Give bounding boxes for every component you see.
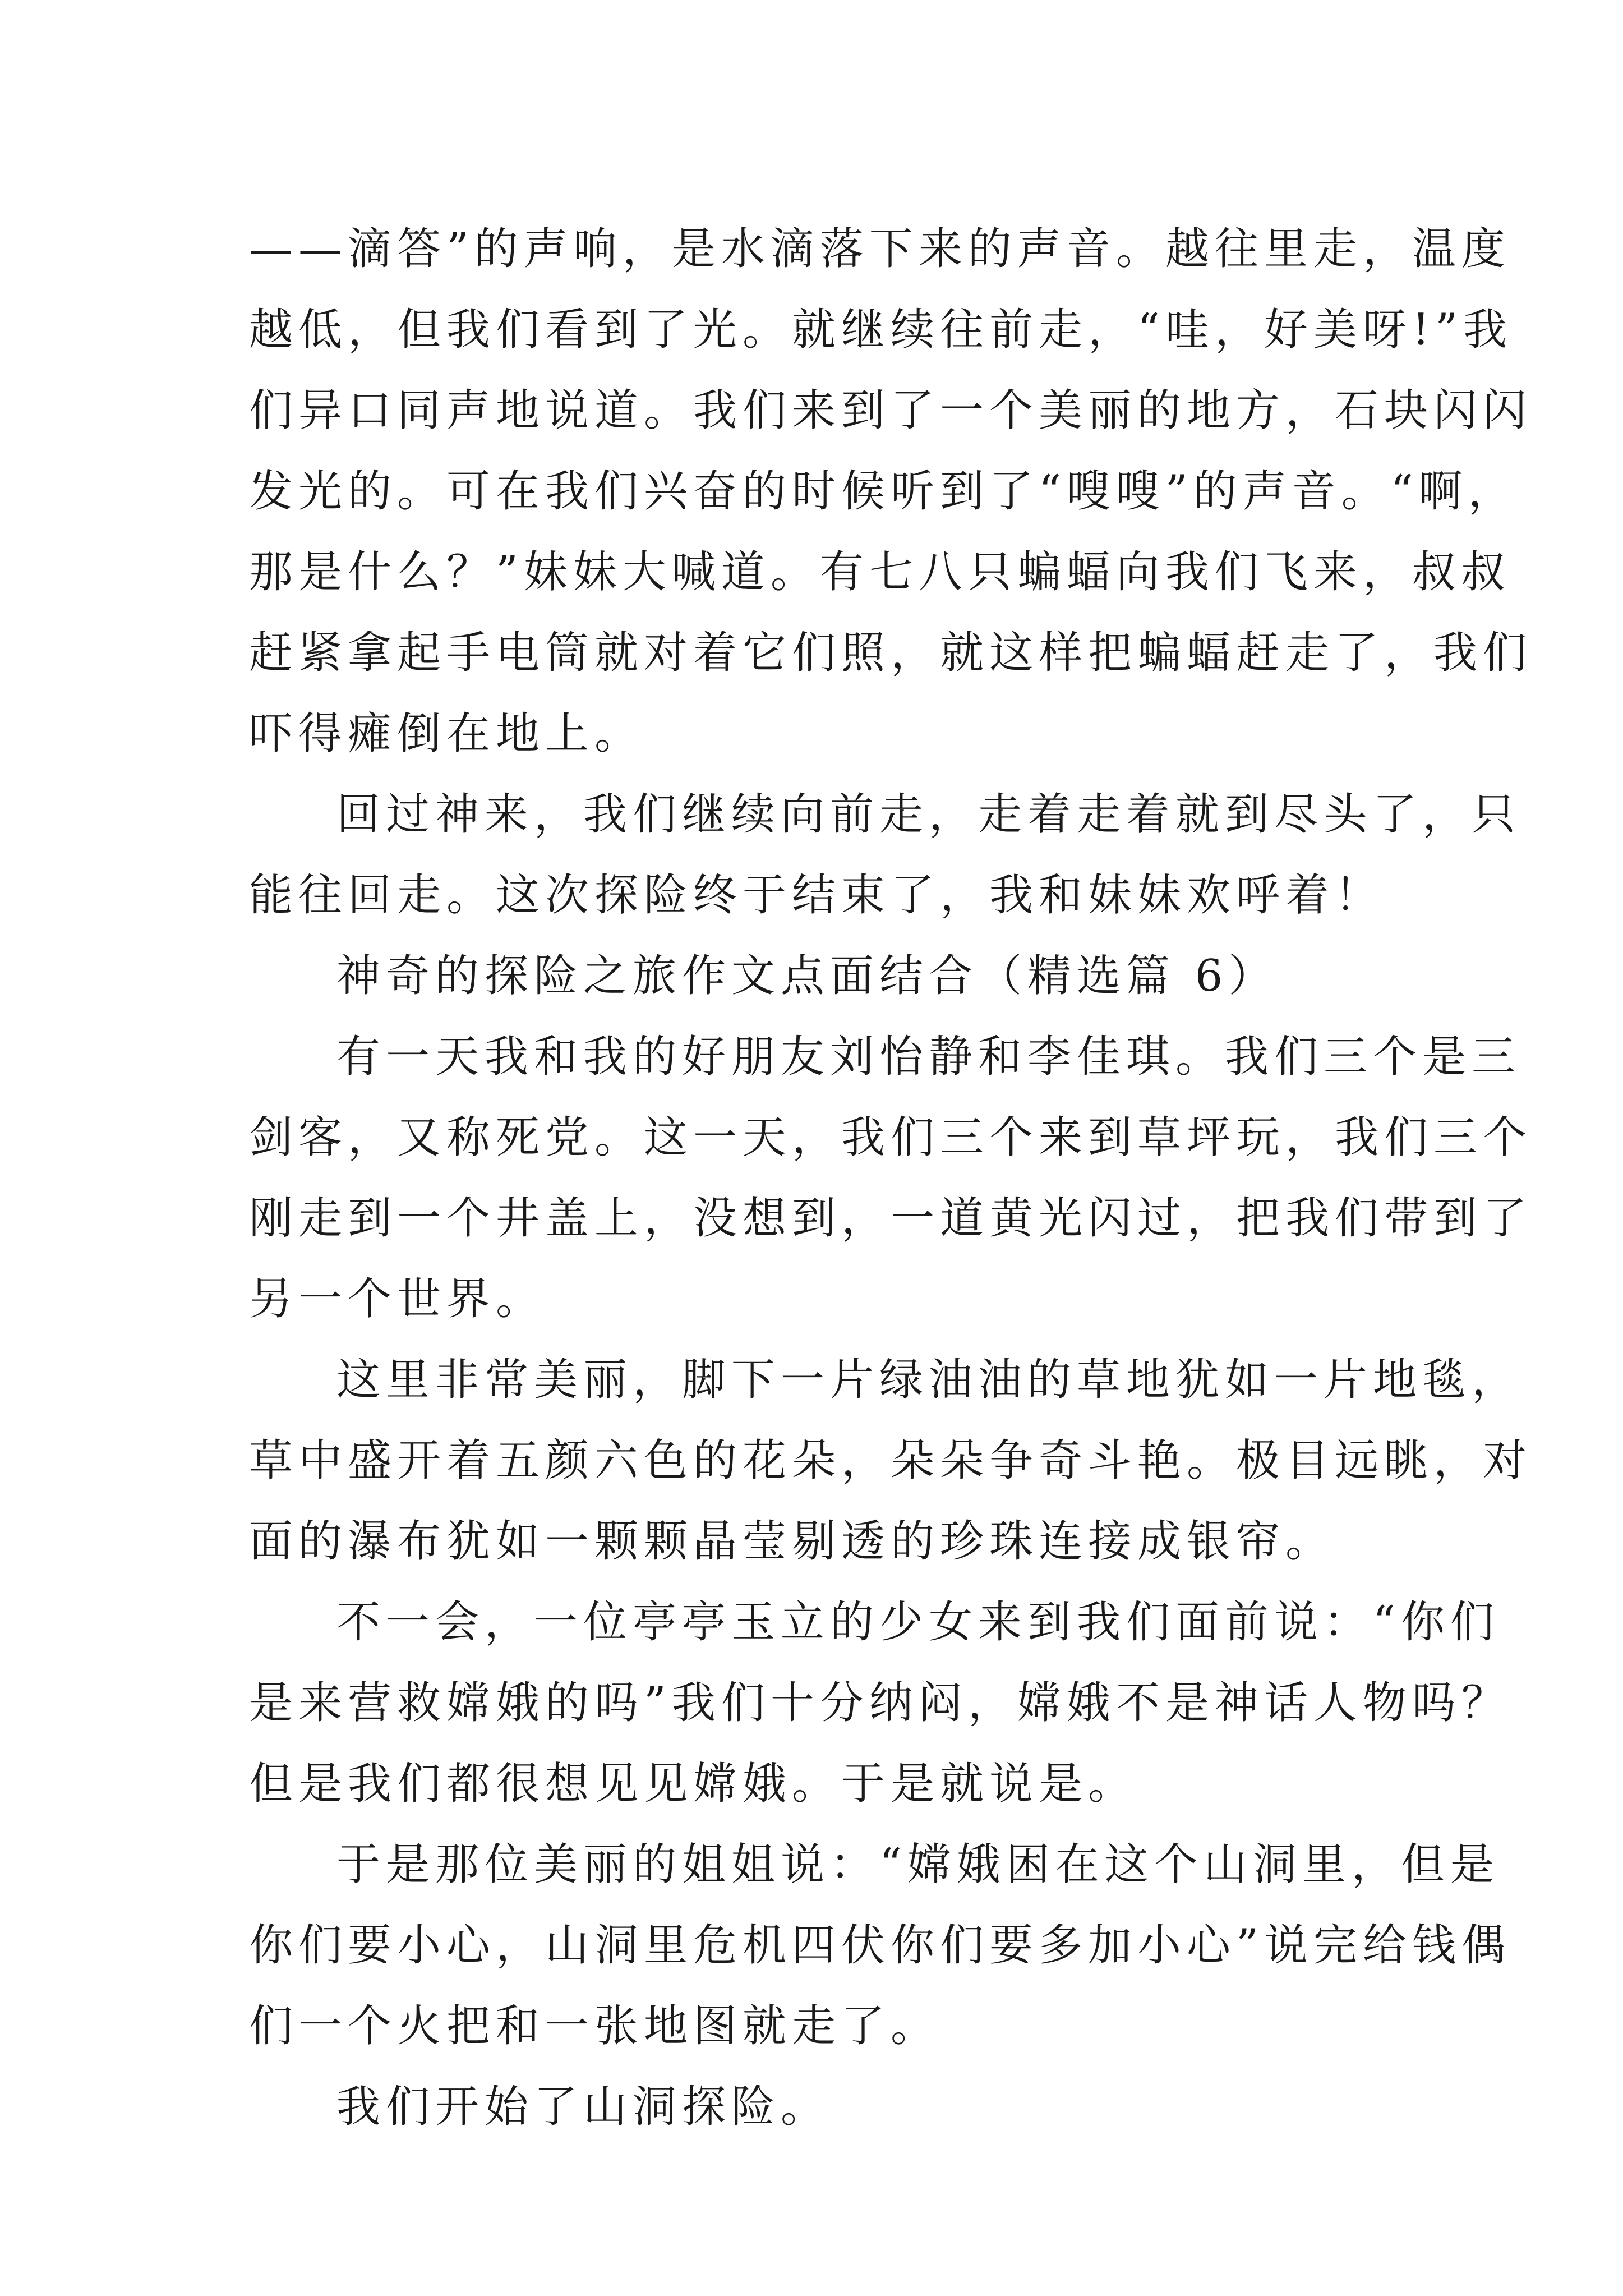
text-line: 不一会，一位亭亭玉立的少女来到我们面前说：“你们 [336, 1597, 1500, 1648]
text-line: 面的瀑布犹如一颗颗晶莹剔透的珍珠连接成银帘。 [249, 1516, 1335, 1567]
section-heading: 神奇的探险之旅作文点面结合（精选篇 6） [336, 951, 1278, 1001]
text-line: 们一个火把和一张地图就走了。 [249, 2001, 940, 2051]
text-line: 赶紧拿起手电筒就对着它们照，就这样把蝙蝠赶走了，我们 [249, 628, 1533, 678]
text-line: 另一个世界。 [249, 1274, 546, 1324]
text-line: 那是什么？”妹妹大喊道。有七八只蝙蝠向我们飞来，叔叔 [249, 547, 1511, 597]
text-line: 有一天我和我的好朋友刘怡静和李佳琪。我们三个是三 [336, 1032, 1521, 1082]
text-line: ——滴答”的声响，是水滴落下来的声音。越往里走，温度 [249, 224, 1511, 274]
text-line: 越低，但我们看到了光。就继续往前走，“哇，好美呀!”我 [249, 305, 1513, 355]
text-line: 回过神来，我们继续向前走，走着走着就到尽头了，只 [336, 789, 1521, 840]
text-line: 草中盛开着五颜六色的花朵，朵朵争奇斗艳。极目远眺，对 [249, 1435, 1533, 1486]
text-line: 但是我们都很想见见嫦娥。于是就说是。 [249, 1759, 1138, 1809]
text-line: 于是那位美丽的姐姐说：“嫦娥困在这个山洞里，但是 [336, 1839, 1500, 1890]
text-line: 剑客，又称死党。这一天，我们三个来到草坪玩，我们三个 [249, 1112, 1533, 1163]
text-line: 你们要小心，山洞里危机四伏你们要多加小心”说完给钱偶 [249, 1920, 1511, 1971]
text-line: 我们开始了山洞探险。 [336, 2082, 831, 2132]
text-line: 刚走到一个井盖上，没想到，一道黄光闪过，把我们带到了 [249, 1193, 1533, 1244]
text-line: 发光的。可在我们兴奋的时候听到了“嗖嗖”的声音。“啊， [249, 466, 1518, 517]
text-line: 们异口同声地说道。我们来到了一个美丽的地方，石块闪闪 [249, 385, 1533, 436]
text-line: 是来营救嫦娥的吗”我们十分纳闷，嫦娥不是神话人物吗？ [249, 1678, 1511, 1728]
document-body [249, 209, 1533, 2147]
text-line: 这里非常美丽，脚下一片绿油油的草地犹如一片地毯， [336, 1355, 1521, 1405]
text-line: 吓得瘫倒在地上。 [249, 708, 644, 759]
text-line: 能往回走。这次探险终于结束了，我和妹妹欢呼着！ [249, 870, 1385, 921]
